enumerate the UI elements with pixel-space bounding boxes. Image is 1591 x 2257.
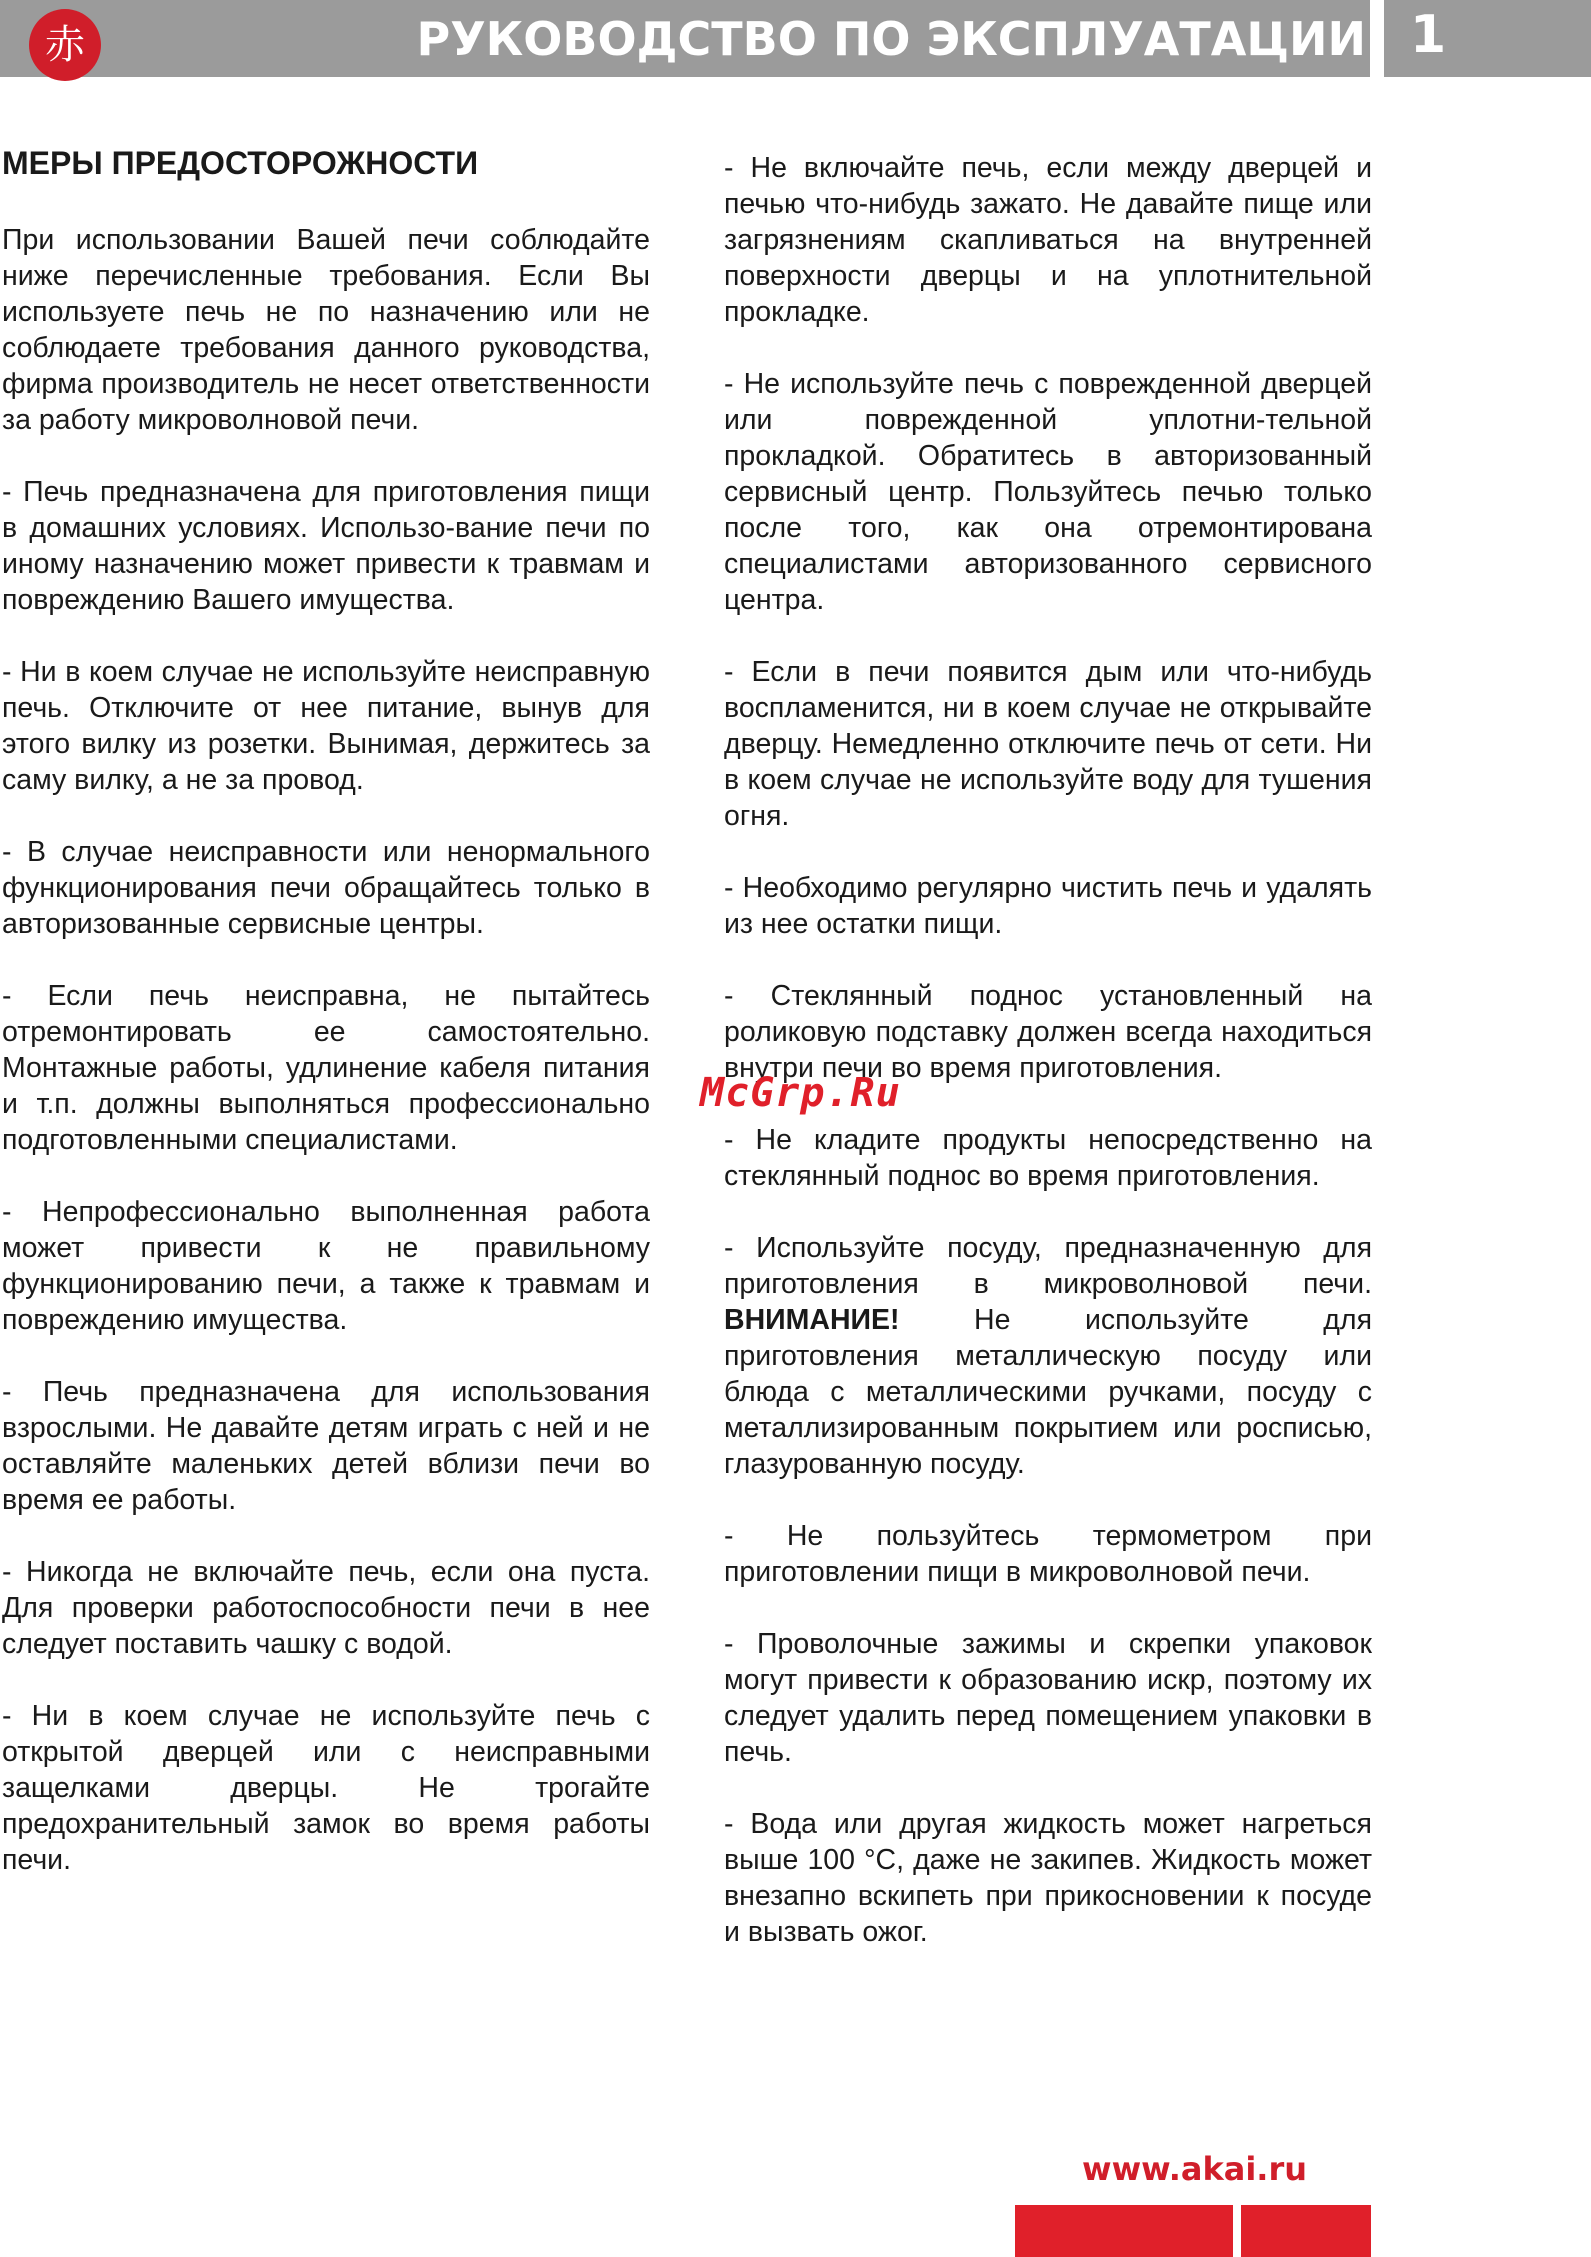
paragraph: - Не кладите продукты непосредственно на стеклянный поднос во время приготовления.	[724, 1124, 1372, 1192]
paragraph: - Стеклянный поднос установленный на роликовую подставку должен всегда находиться внутри печи во время приготовления.	[724, 980, 1372, 1084]
paragraph: - Никогда не включайте печь, если она пуста. Для проверки работоспособности печи в нее следует поставить чашку с водой.	[2, 1556, 650, 1660]
section-title: МЕРЫ ПРЕДОСТОРОЖНОСТИ	[2, 145, 479, 181]
paragraph: - Ни в коем случае не используйте неисправную печь. Отключите от нее питание, вынув для этого вилку из розетки. Вынимая, держитесь за саму вилку, а не за провод.	[2, 656, 650, 796]
brand-logo-icon	[29, 9, 101, 81]
warning-text: Не используйте для приготовления металлическую посуду или блюда с металлическими ручками, посуду с металлизированным покрытием или росписью, глазурованную посуду.	[724, 1304, 1372, 1480]
left-column	[2, 222, 650, 1914]
paragraph: - Непрофессионально выполненная работа может привести к не правильному функционированию печи, а также к травмам и повреждению имущества.	[2, 1196, 650, 1336]
svg-text:赤: 赤	[45, 22, 85, 68]
page-number: 1	[1410, 5, 1447, 65]
paragraph: - Вода или другая жидкость может нагреться выше 100 °С, даже не закипев. Жидкость может внезапно вскипеть при прикосновении к посуде и вызвать ожог.	[724, 1808, 1372, 1948]
paragraph: - Ни в коем случае не используйте печь с открытой дверцей или с неисправными защелками дверцы. Не трогайте предохранительный замок во время работы печи.	[2, 1700, 650, 1876]
paragraph: - Если в печи появится дым или что-нибудь воспламенится, ни в коем случае не открывайте дверцу. Немедленно отключите печь от сети. Ни в коем случае не используйте воду для тушения огня.	[724, 656, 1372, 832]
warning-paragraph	[724, 1230, 1372, 1482]
hieroglyph-icon	[36, 16, 94, 74]
paragraph: - В случае неисправности или ненормального функционирования печи обращайтесь только в авторизованные сервисные центры.	[2, 836, 650, 940]
paragraph: - Необходимо регулярно чистить печь и удалять из нее остатки пищи.	[724, 872, 1372, 940]
warning-intro: - Используйте посуду, предназначенную для приготовления в микроволновой печи.	[724, 1232, 1372, 1300]
paragraph: - Не используйте печь с поврежденной дверцей или поврежденной уплотни-тельной прокладкой. Обратитесь в авторизованный сервисный центр. Пользуйтесь печью только после того, как она отремонтирована специалистами авторизованного сервисного центра.	[724, 368, 1372, 616]
paragraph: - Не пользуйтесь термометром при приготовлении пищи в микроволновой печи.	[724, 1520, 1372, 1588]
footer-website-link[interactable]: www.akai.ru	[1082, 2150, 1307, 2188]
paragraph: - Если печь неисправна, не пытайтесь отремонтировать ее самостоятельно. Монтажные работы, удлинение кабеля питания и т.п. должны выполняться профессионально подготовленными специалистами.	[2, 980, 650, 1156]
footer-accent-block	[1015, 2205, 1371, 2257]
right-column	[724, 150, 1372, 1986]
watermark: McGrp.Ru	[700, 1070, 901, 1116]
paragraph: - Печь предназначена для приготовления пищи в домашних условиях. Использо-вание печи по иному назначению может привести к травмам и повреждению Вашего имущества.	[2, 476, 650, 616]
paragraph: При использовании Вашей печи соблюдайте ниже перечисленные требования. Если Вы используете печь не по назначению или не соблюдаете требования данного руководства, фирма производитель не несет ответственности за работу микроволновой печи.	[2, 224, 650, 436]
paragraph: - Печь предназначена для использования взрослыми. Не давайте детям играть с ней и не оставляйте маленьких детей вблизи печи во время ее работы.	[2, 1376, 650, 1516]
paragraph: - Не включайте печь, если между дверцей и печью что-нибудь зажато. Не давайте пище или загрязнениям скапливаться на внутренней поверхности дверцы и на уплотнительной прокладке.	[724, 152, 1372, 328]
document-title: РУКОВОДСТВО ПО ЭКСПЛУАТАЦИИ	[416, 12, 1366, 66]
warning-label: ВНИМАНИЕ!	[724, 1304, 900, 1336]
paragraph: - Проволочные зажимы и скрепки упаковок могут привести к образованию искр, поэтому их следует удалить перед помещением упаковки в печь.	[724, 1628, 1372, 1768]
